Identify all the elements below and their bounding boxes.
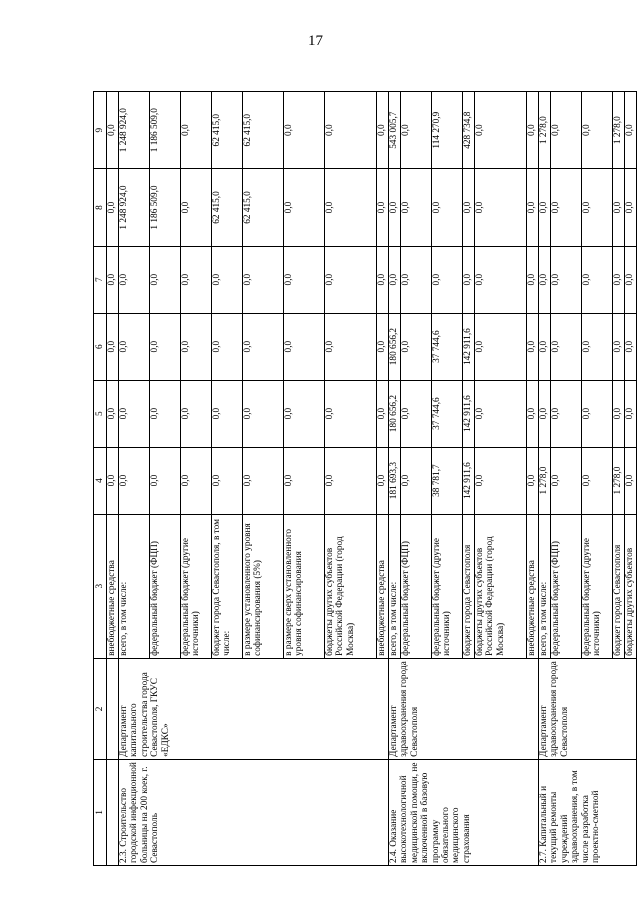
value-cell: 428 734,8 bbox=[463, 92, 475, 169]
value-cell: 0,0 bbox=[325, 92, 377, 169]
header-cell: 1 bbox=[94, 759, 107, 865]
value-cell: 0,0 bbox=[284, 447, 325, 514]
table-row bbox=[539, 92, 551, 866]
value-cell: 0,0 bbox=[243, 380, 284, 447]
header-cell: 5 bbox=[94, 380, 107, 447]
value-cell: 0,0 bbox=[377, 246, 389, 313]
executor-cell: Департамент здравоохранения города Севастополя bbox=[539, 658, 637, 759]
value-cell: 0,0 bbox=[625, 246, 637, 313]
value-cell: 0,0 bbox=[475, 169, 527, 246]
value-cell: 0,0 bbox=[325, 313, 377, 380]
value-cell: 0,0 bbox=[119, 380, 150, 447]
value-cell: 0,0 bbox=[325, 380, 377, 447]
measure-name-cell: 2.3. Строительство городской инфекционной больницы на 200 коек, г. Севастополь bbox=[119, 759, 389, 865]
measure-name-cell bbox=[107, 759, 119, 865]
value-cell: 0,0 bbox=[625, 380, 637, 447]
executor-cell: Департамент капитального строительства города Севастополя, ГКУС «ЕДКС» bbox=[119, 658, 389, 759]
value-cell: 0,0 bbox=[625, 313, 637, 380]
value-cell: 0,0 bbox=[377, 92, 389, 169]
value-cell: 0,0 bbox=[551, 169, 582, 246]
value-cell: 0,0 bbox=[150, 380, 181, 447]
value-cell: 0,0 bbox=[150, 246, 181, 313]
value-cell: 0,0 bbox=[119, 246, 150, 313]
value-cell: 0,0 bbox=[284, 92, 325, 169]
value-cell: 0,0 bbox=[551, 313, 582, 380]
value-cell: 0,0 bbox=[212, 313, 243, 380]
page-number: 17 bbox=[308, 33, 323, 49]
value-cell: 142 911,6 bbox=[463, 380, 475, 447]
value-cell: 0,0 bbox=[613, 313, 625, 380]
funding-source-cell: бюджет города Севастополя bbox=[613, 514, 625, 658]
value-cell: 0,0 bbox=[613, 380, 625, 447]
value-cell: 0,0 bbox=[150, 447, 181, 514]
value-cell: 0,0 bbox=[432, 246, 463, 313]
value-cell: 37 744,6 bbox=[432, 313, 463, 380]
value-cell: 0,0 bbox=[527, 313, 539, 380]
value-cell: 0,0 bbox=[527, 447, 539, 514]
value-cell: 1 248 924,0 bbox=[119, 92, 150, 169]
value-cell: 0,0 bbox=[527, 169, 539, 246]
value-cell: 0,0 bbox=[107, 92, 119, 169]
value-cell: 181 693,3 bbox=[389, 447, 401, 514]
header-cell: 9 bbox=[94, 92, 107, 169]
value-cell: 0,0 bbox=[181, 246, 212, 313]
value-cell: 0,0 bbox=[284, 380, 325, 447]
value-cell: 0,0 bbox=[181, 380, 212, 447]
value-cell: 0,0 bbox=[432, 169, 463, 246]
value-cell: 0,0 bbox=[377, 169, 389, 246]
funding-source-cell: внебюджетные средства bbox=[377, 514, 389, 658]
value-cell: 62 415,0 bbox=[243, 92, 284, 169]
value-cell: 0,0 bbox=[401, 380, 432, 447]
value-cell: 0,0 bbox=[243, 246, 284, 313]
value-cell: 62 415,0 bbox=[212, 169, 243, 246]
funding-source-cell: федеральный бюджет (ФЦП) bbox=[401, 514, 432, 658]
header-cell: 7 bbox=[94, 246, 107, 313]
value-cell: 0,0 bbox=[551, 246, 582, 313]
value-cell: 0,0 bbox=[401, 447, 432, 514]
value-cell: 0,0 bbox=[527, 92, 539, 169]
value-cell: 0,0 bbox=[119, 313, 150, 380]
value-cell: 0,0 bbox=[181, 92, 212, 169]
value-cell: 142 911,6 bbox=[463, 447, 475, 514]
budget-table bbox=[93, 91, 637, 866]
funding-source-cell: бюджеты других субъектов Российской Федерации (город Москва) bbox=[325, 514, 377, 658]
value-cell: 0,0 bbox=[377, 447, 389, 514]
value-cell: 0,0 bbox=[377, 380, 389, 447]
value-cell: 62 415,0 bbox=[243, 169, 284, 246]
value-cell: 0,0 bbox=[551, 92, 582, 169]
value-cell: 1 278,0 bbox=[539, 92, 551, 169]
value-cell: 0,0 bbox=[325, 169, 377, 246]
funding-source-cell: бюджеты других субъектов Российской Федерации (город Москва) bbox=[475, 514, 527, 658]
value-cell: 0,0 bbox=[212, 246, 243, 313]
value-cell: 0,0 bbox=[539, 313, 551, 380]
funding-source-cell: федеральный бюджет (ФЦП) bbox=[551, 514, 582, 658]
header-cell: 2 bbox=[94, 658, 107, 759]
value-cell: 0,0 bbox=[401, 92, 432, 169]
header-cell: 6 bbox=[94, 313, 107, 380]
value-cell: 0,0 bbox=[401, 313, 432, 380]
value-cell: 0,0 bbox=[539, 246, 551, 313]
value-cell: 38 781,7 bbox=[432, 447, 463, 514]
value-cell: 0,0 bbox=[475, 92, 527, 169]
value-cell: 1 278,0 bbox=[613, 447, 625, 514]
value-cell: 0,0 bbox=[181, 447, 212, 514]
value-cell: 0,0 bbox=[325, 447, 377, 514]
value-cell: 543 005,7 bbox=[389, 92, 401, 169]
funding-source-cell: в размере установленного уровня софинансирования (5%) bbox=[243, 514, 284, 658]
executor-cell: Департамент здравоохранения города Севастополя bbox=[389, 658, 539, 759]
rotated-table-container bbox=[93, 6, 635, 866]
value-cell: 0,0 bbox=[613, 246, 625, 313]
funding-source-cell: федеральный бюджет (другие источники) bbox=[582, 514, 613, 658]
value-cell: 1 248 924,0 bbox=[119, 169, 150, 246]
value-cell: 0,0 bbox=[539, 169, 551, 246]
value-cell: 0,0 bbox=[212, 380, 243, 447]
header-cell: 8 bbox=[94, 169, 107, 246]
funding-source-cell: бюджеты других субъектов bbox=[625, 514, 637, 658]
funding-source-cell: федеральный бюджет (другие источники) bbox=[181, 514, 212, 658]
funding-source-cell: бюджет города Севастополя, в том числе: bbox=[212, 514, 243, 658]
table-row bbox=[107, 92, 119, 866]
value-cell: 180 656,2 bbox=[389, 313, 401, 380]
value-cell: 0,0 bbox=[107, 246, 119, 313]
funding-source-cell: всего, в том числе: bbox=[539, 514, 551, 658]
value-cell: 0,0 bbox=[613, 169, 625, 246]
value-cell: 114 270,9 bbox=[432, 92, 463, 169]
measure-name-cell: 2.4. Оказание высокотехнологичной медицинской помощи, не включенной в базовую программу обязательного медицинского страхования bbox=[389, 759, 539, 865]
value-cell: 0,0 bbox=[582, 246, 613, 313]
value-cell: 0,0 bbox=[389, 169, 401, 246]
value-cell: 0,0 bbox=[284, 313, 325, 380]
value-cell: 0,0 bbox=[551, 380, 582, 447]
value-cell: 37 744,6 bbox=[432, 380, 463, 447]
value-cell: 0,0 bbox=[119, 447, 150, 514]
funding-source-cell: федеральный бюджет (ФЦП) bbox=[150, 514, 181, 658]
table-row bbox=[119, 92, 150, 866]
value-cell: 142 911,6 bbox=[463, 313, 475, 380]
funding-source-cell: бюджет города Севастополя bbox=[463, 514, 475, 658]
value-cell: 1 278,0 bbox=[613, 92, 625, 169]
value-cell: 0,0 bbox=[539, 380, 551, 447]
value-cell: 180 656,2 bbox=[389, 380, 401, 447]
value-cell: 0,0 bbox=[582, 447, 613, 514]
value-cell: 0,0 bbox=[475, 313, 527, 380]
value-cell: 0,0 bbox=[475, 246, 527, 313]
header-cell: 4 bbox=[94, 447, 107, 514]
funding-source-cell: всего, в том числе: bbox=[389, 514, 401, 658]
value-cell: 0,0 bbox=[582, 92, 613, 169]
value-cell: 0,0 bbox=[463, 246, 475, 313]
value-cell: 0,0 bbox=[475, 380, 527, 447]
value-cell: 1 186 509,0 bbox=[150, 169, 181, 246]
funding-source-cell: федеральный бюджет (другие источники) bbox=[432, 514, 463, 658]
value-cell: 0,0 bbox=[243, 447, 284, 514]
value-cell: 0,0 bbox=[551, 447, 582, 514]
header-cell: 3 bbox=[94, 514, 107, 658]
funding-source-cell: всего, в том числе: bbox=[119, 514, 150, 658]
funding-source-cell: в размере сверх установленного уровня софинансирования bbox=[284, 514, 325, 658]
table-row bbox=[389, 92, 401, 866]
value-cell: 0,0 bbox=[107, 313, 119, 380]
value-cell: 1 186 509,0 bbox=[150, 92, 181, 169]
value-cell: 1 278,0 bbox=[539, 447, 551, 514]
value-cell: 0,0 bbox=[107, 169, 119, 246]
value-cell: 0,0 bbox=[475, 447, 527, 514]
value-cell: 62 415,0 bbox=[212, 92, 243, 169]
value-cell: 0,0 bbox=[181, 313, 212, 380]
value-cell: 0,0 bbox=[284, 246, 325, 313]
value-cell: 0,0 bbox=[527, 246, 539, 313]
value-cell: 0,0 bbox=[325, 246, 377, 313]
value-cell: 0,0 bbox=[582, 313, 613, 380]
value-cell: 0,0 bbox=[625, 92, 637, 169]
value-cell: 0,0 bbox=[150, 313, 181, 380]
value-cell: 0,0 bbox=[243, 313, 284, 380]
value-cell: 0,0 bbox=[284, 169, 325, 246]
value-cell: 0,0 bbox=[625, 447, 637, 514]
value-cell: 0,0 bbox=[463, 169, 475, 246]
funding-source-cell: внебюджетные средства bbox=[107, 514, 119, 658]
value-cell: 0,0 bbox=[625, 169, 637, 246]
value-cell: 0,0 bbox=[527, 380, 539, 447]
value-cell: 0,0 bbox=[582, 169, 613, 246]
measure-name-cell: 2.7. Капитальный и текущий ремонты учреждений здравоохранения, в том числе разработка проектно-сметной bbox=[539, 759, 637, 865]
value-cell: 0,0 bbox=[377, 313, 389, 380]
funding-source-cell: внебюджетные средства bbox=[527, 514, 539, 658]
executor-cell bbox=[107, 658, 119, 759]
value-cell: 0,0 bbox=[212, 447, 243, 514]
value-cell: 0,0 bbox=[107, 447, 119, 514]
value-cell: 0,0 bbox=[401, 169, 432, 246]
value-cell: 0,0 bbox=[181, 169, 212, 246]
header-row bbox=[94, 92, 107, 866]
value-cell: 0,0 bbox=[107, 380, 119, 447]
value-cell: 0,0 bbox=[582, 380, 613, 447]
value-cell: 0,0 bbox=[401, 246, 432, 313]
table-body bbox=[107, 92, 637, 866]
value-cell: 0,0 bbox=[389, 246, 401, 313]
